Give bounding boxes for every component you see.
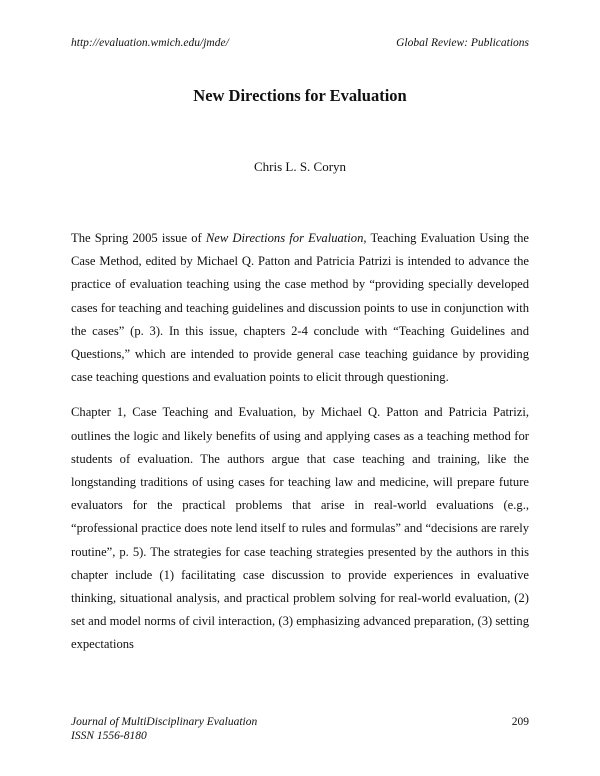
header-section: Global Review: Publications [396, 37, 529, 49]
page-number: 209 [511, 716, 529, 728]
footer-journal: Journal of MultiDisciplinary Evaluation [71, 716, 258, 728]
header-url[interactable]: http://evaluation.wmich.edu/jmde/ [71, 37, 229, 49]
paragraph-1-rest: , Teaching Evaluation Using the Case Method, edited by Michael Q. Patton and Patricia Patrizi is intended to advance the practice of evaluation teaching using the case method by “providing specially developed cases for teaching and teaching guidelines and discussion points to use in conjunction with the cases” (p. 3). In this issue, chapters 2-4 conclude with “Teaching Guidelines and Questions,” which are intended to provide general case teaching guidance by providing case teaching questions and evaluation points to elicit through questioning. [71, 231, 529, 385]
running-footer [71, 715, 529, 743]
footer-issn: ISSN 1556-8180 [71, 730, 147, 742]
paragraph-1-lead: The Spring 2005 issue of [71, 231, 206, 245]
paragraph-2: Chapter 1, Case Teaching and Evaluation, by Michael Q. Patton and Patricia Patrizi, outlines the logic and likely benefits of using and applying cases as a teaching method for students of evaluation. The authors argue that case teaching and training, like the longstanding traditions of using cases for teaching law and medicine, will prepare future evaluators for the practical problems that arise in real-world evaluations (e.g., “professional practice does note lend itself to rules and formulas” and “decisions are rarely routine”, p. 5). The strategies for case teaching strategies presented by the authors in this chapter include (1) facilitating case discussion to provide experiences in evaluative thinking, situational analysis, and practical problem solving for real-world evaluation, (2) set and model norms of civil interaction, (3) emphasizing advanced preparation, (3) setting expectations [71, 405, 529, 652]
article-author: Chris L. S. Coryn [253, 159, 347, 174]
article-title: New Directions for Evaluation [193, 86, 407, 105]
running-header [71, 37, 529, 51]
article-body [71, 227, 529, 669]
paragraph-1 [71, 227, 529, 389]
publication-name: New Directions for Evaluation [205, 231, 364, 245]
